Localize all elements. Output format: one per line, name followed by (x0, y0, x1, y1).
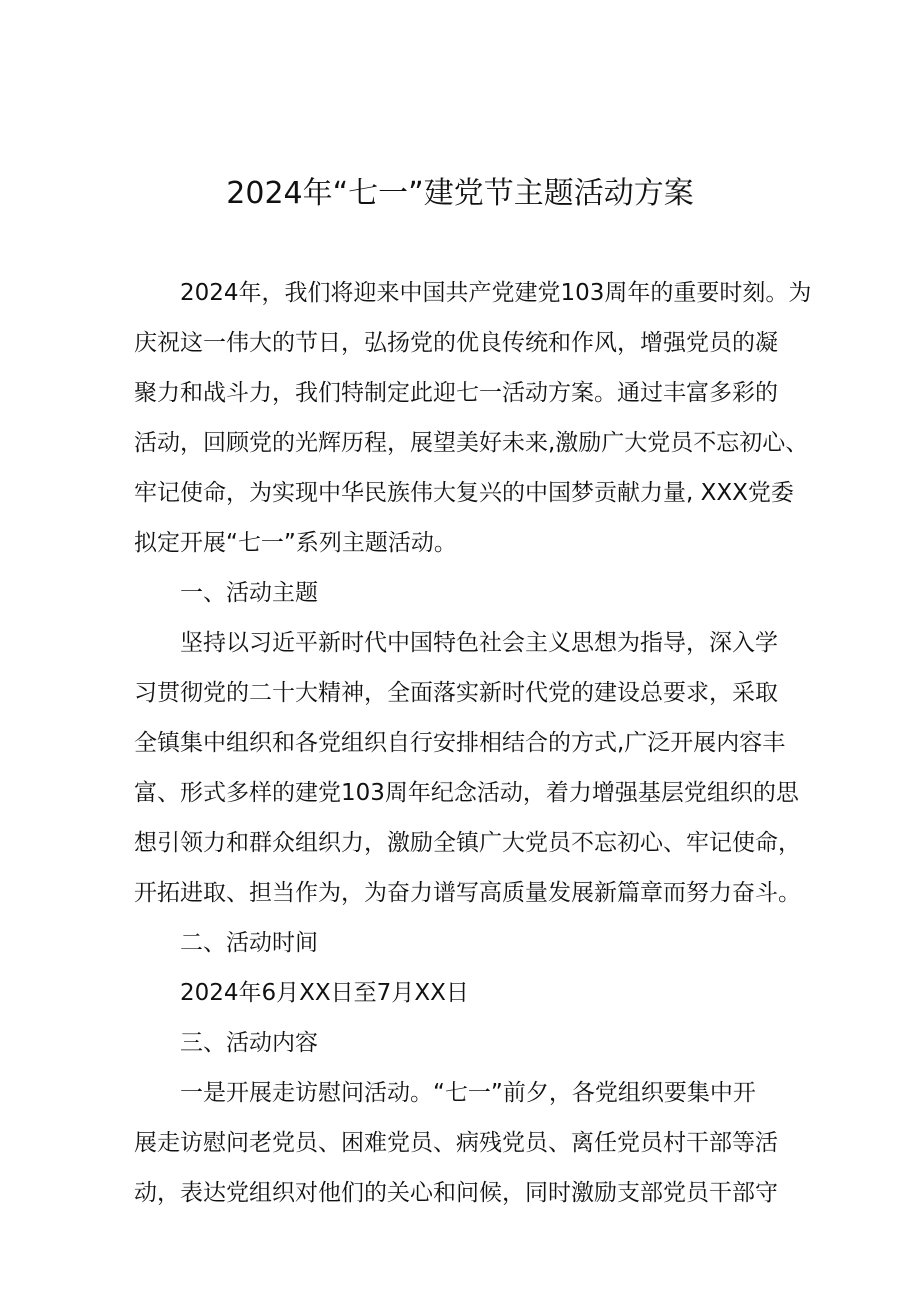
body-line: 活动，回顾党的光辉历程，展望美好未来,激励广大党员不忘初心、 (134, 430, 809, 456)
body-line: 2024年，我们将迎来中国共产党建党103周年的重要时刻。为 (180, 280, 812, 306)
section-heading-time: 二、活动时间 (180, 930, 318, 956)
body-line: 坚持以习近平新时代中国特色社会主义思想为指导，深入学 (180, 630, 778, 656)
body-line: 动，表达党组织对他们的关心和问候，同时激励支部党员干部守 (134, 1180, 778, 1206)
body-line: 习贯彻党的二十大精神，全面落实新时代党的建设总要求，采取 (134, 680, 778, 706)
body-line: 富、形式多样的建党103周年纪念活动，着力增强基层党组织的思 (134, 780, 799, 806)
body-line: 聚力和战斗力，我们特制定此迎七一活动方案。通过丰富多彩的 (134, 380, 778, 406)
body-line: 2024年6月XX日至7月XX日 (180, 980, 469, 1006)
body-line: 全镇集中组织和各党组织自行安排相结合的方式,广泛开展内容丰 (134, 730, 786, 756)
body-line: 想引领力和群众组织力，激励全镇广大党员不忘初心、牢记使命， (134, 830, 801, 856)
body-line: 一是开展走访慰问活动。“七一”前夕，各党组织要集中开 (180, 1080, 756, 1106)
section-heading-theme: 一、活动主题 (180, 580, 318, 606)
section-heading-content: 三、活动内容 (180, 1030, 318, 1056)
body-line: 拟定开展“七一”系列主题活动。 (134, 530, 457, 556)
body-line: 展走访慰问老党员、困难党员、病残党员、离任党员村干部等活 (134, 1130, 778, 1156)
body-line: 庆祝这一伟大的节日，弘扬党的优良传统和作风，增强党员的凝 (134, 330, 778, 356)
body-line: 牢记使命，为实现中华民族伟大复兴的中国梦贡献力量, XXX党委 (134, 480, 794, 506)
body-line: 开拓进取、担当作为，为奋力谱写高质量发展新篇章而努力奋斗。 (134, 880, 801, 906)
document-body (134, 268, 812, 1218)
document-title: 2024年“七一”建党节主题活动方案 (226, 176, 694, 211)
